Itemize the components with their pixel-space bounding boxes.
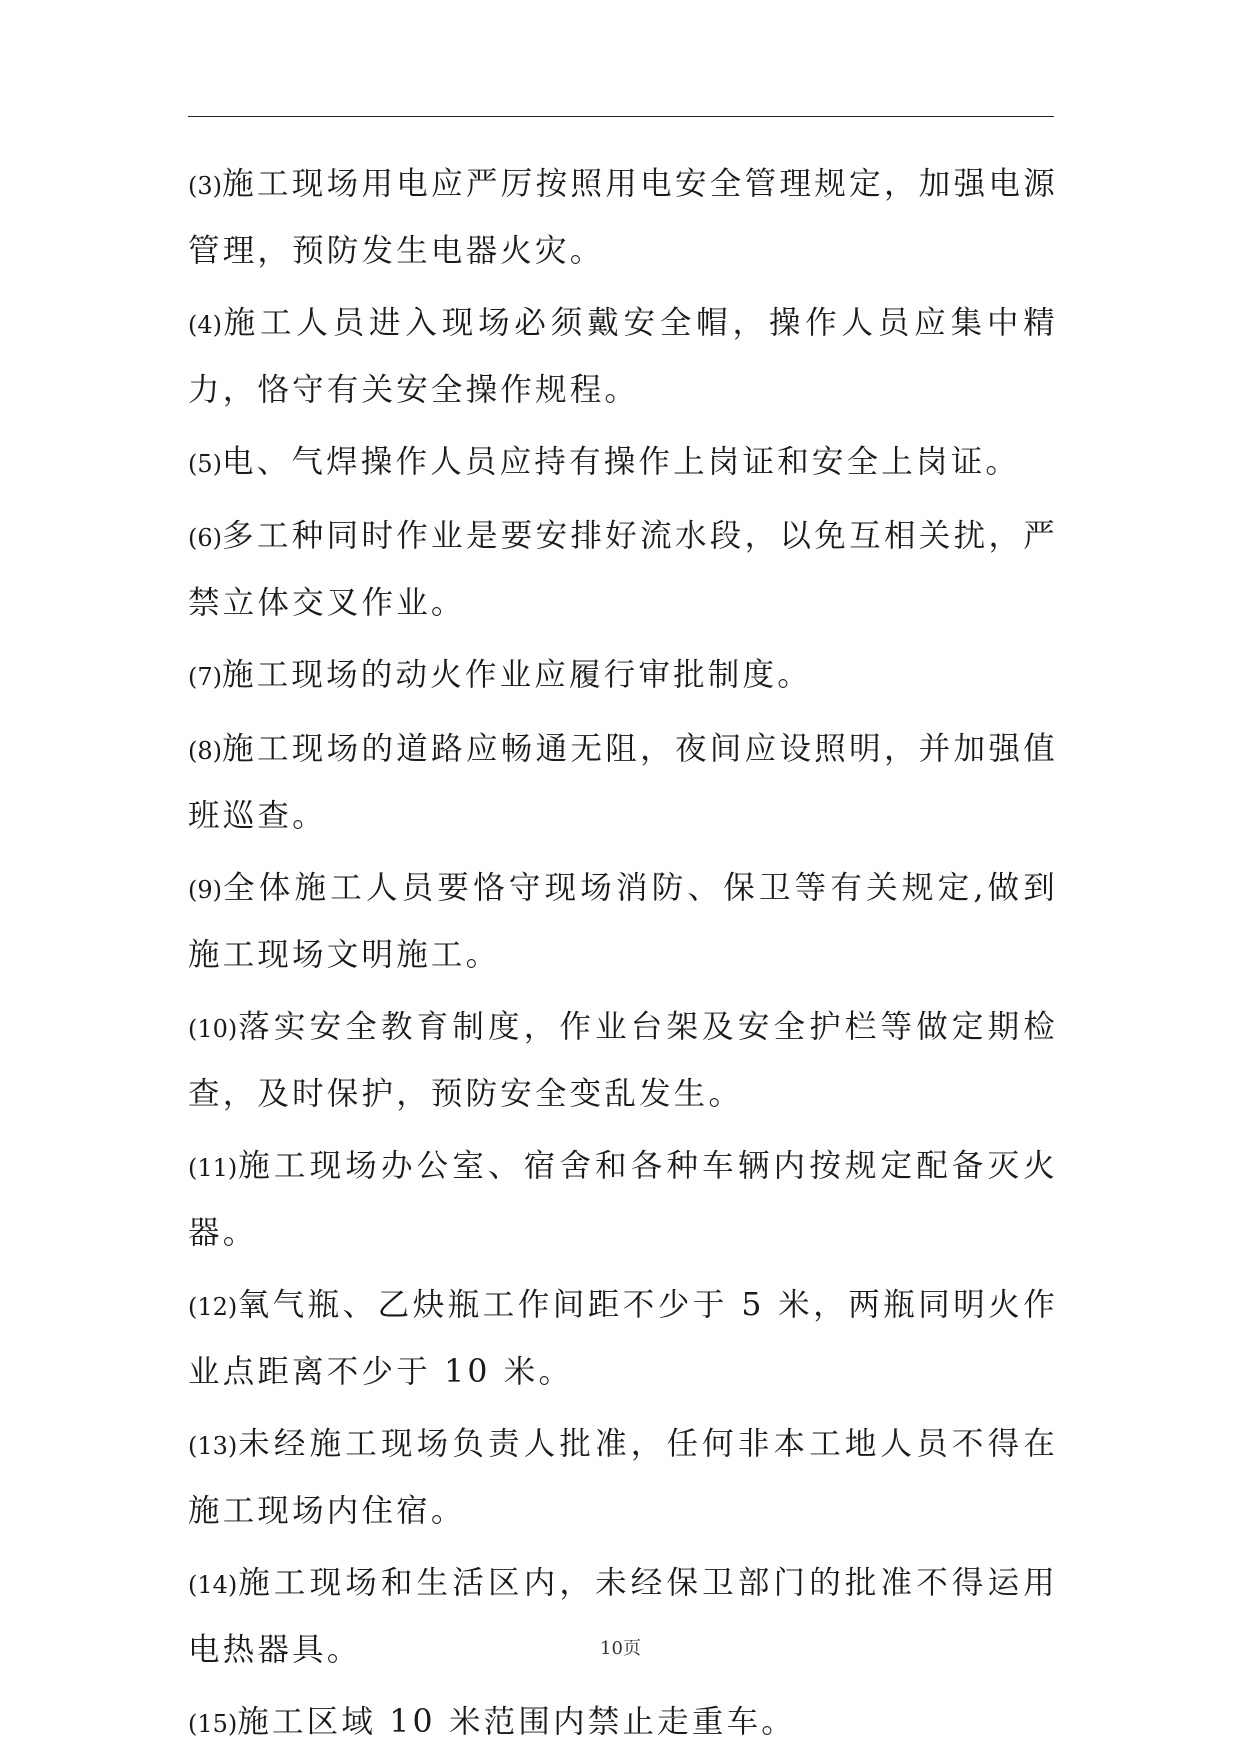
item-number: (8) — [188, 737, 222, 765]
list-item — [188, 856, 1058, 988]
item-number: (15) — [188, 1710, 238, 1738]
item-number: (11) — [188, 1154, 238, 1182]
item-number: (13) — [188, 1432, 238, 1460]
item-number: (7) — [188, 663, 222, 691]
item-text: 施工现场的道路应畅通无阻，夜间应设照明，并加强值班巡查。 — [188, 731, 1058, 834]
list-item — [188, 1273, 1058, 1405]
item-number: (3) — [188, 172, 222, 200]
item-text: 全体施工人员要恪守现场消防、保卫等有关规定,做到施工现场文明施工。 — [188, 870, 1058, 973]
item-number: (5) — [188, 450, 222, 478]
list-item — [188, 717, 1058, 849]
item-number: (9) — [188, 876, 222, 904]
item-text: 氧气瓶、乙炔瓶工作间距不少于 5 米，两瓶同明火作业点距离不少于 10 米。 — [188, 1287, 1058, 1390]
list-item — [188, 1134, 1058, 1266]
page-number: 10页 — [600, 1638, 641, 1659]
item-number: (4) — [188, 311, 222, 339]
item-text: 施工现场办公室、宿舍和各种车辆内按规定配备灭火器。 — [188, 1148, 1058, 1251]
item-number: (10) — [188, 1015, 238, 1043]
item-text: 多工种同时作业是要安排好流水段，以免互相关扰，严禁立体交叉作业。 — [188, 518, 1058, 621]
list-item — [188, 430, 1058, 497]
list-item — [188, 1551, 1058, 1683]
list-item — [188, 643, 1058, 710]
item-number: (14) — [188, 1571, 238, 1599]
header-rule — [188, 116, 1054, 117]
list-item — [188, 504, 1058, 636]
list-item — [188, 1690, 1058, 1757]
item-text: 施工现场用电应严厉按照用电安全管理规定，加强电源管理，预防发生电器火灾。 — [188, 166, 1058, 269]
list-item — [188, 995, 1058, 1127]
item-number: (6) — [188, 524, 222, 552]
list-item — [188, 152, 1058, 284]
item-text: 电、气焊操作人员应持有操作上岗证和安全上岗证。 — [222, 444, 1021, 480]
list-item — [188, 291, 1058, 423]
item-text: 落实安全教育制度，作业台架及安全护栏等做定期检查，及时保护，预防安全变乱发生。 — [188, 1009, 1058, 1112]
item-text: 施工现场和生活区内，未经保卫部门的批准不得运用电热器具。 — [188, 1565, 1058, 1668]
item-text: 施工人员进入现场必须戴安全帽，操作人员应集中精力，恪守有关安全操作规程。 — [188, 305, 1058, 408]
item-text: 施工现场的动火作业应履行审批制度。 — [222, 657, 812, 693]
list-item — [188, 1412, 1058, 1544]
body-text — [188, 152, 1058, 1764]
item-number: (12) — [188, 1293, 238, 1321]
item-text: 施工区域 10 米范围内禁止走重车。 — [237, 1704, 796, 1740]
item-text: 未经施工现场负责人批准，任何非本工地人员不得在施工现场内住宿。 — [188, 1426, 1058, 1529]
